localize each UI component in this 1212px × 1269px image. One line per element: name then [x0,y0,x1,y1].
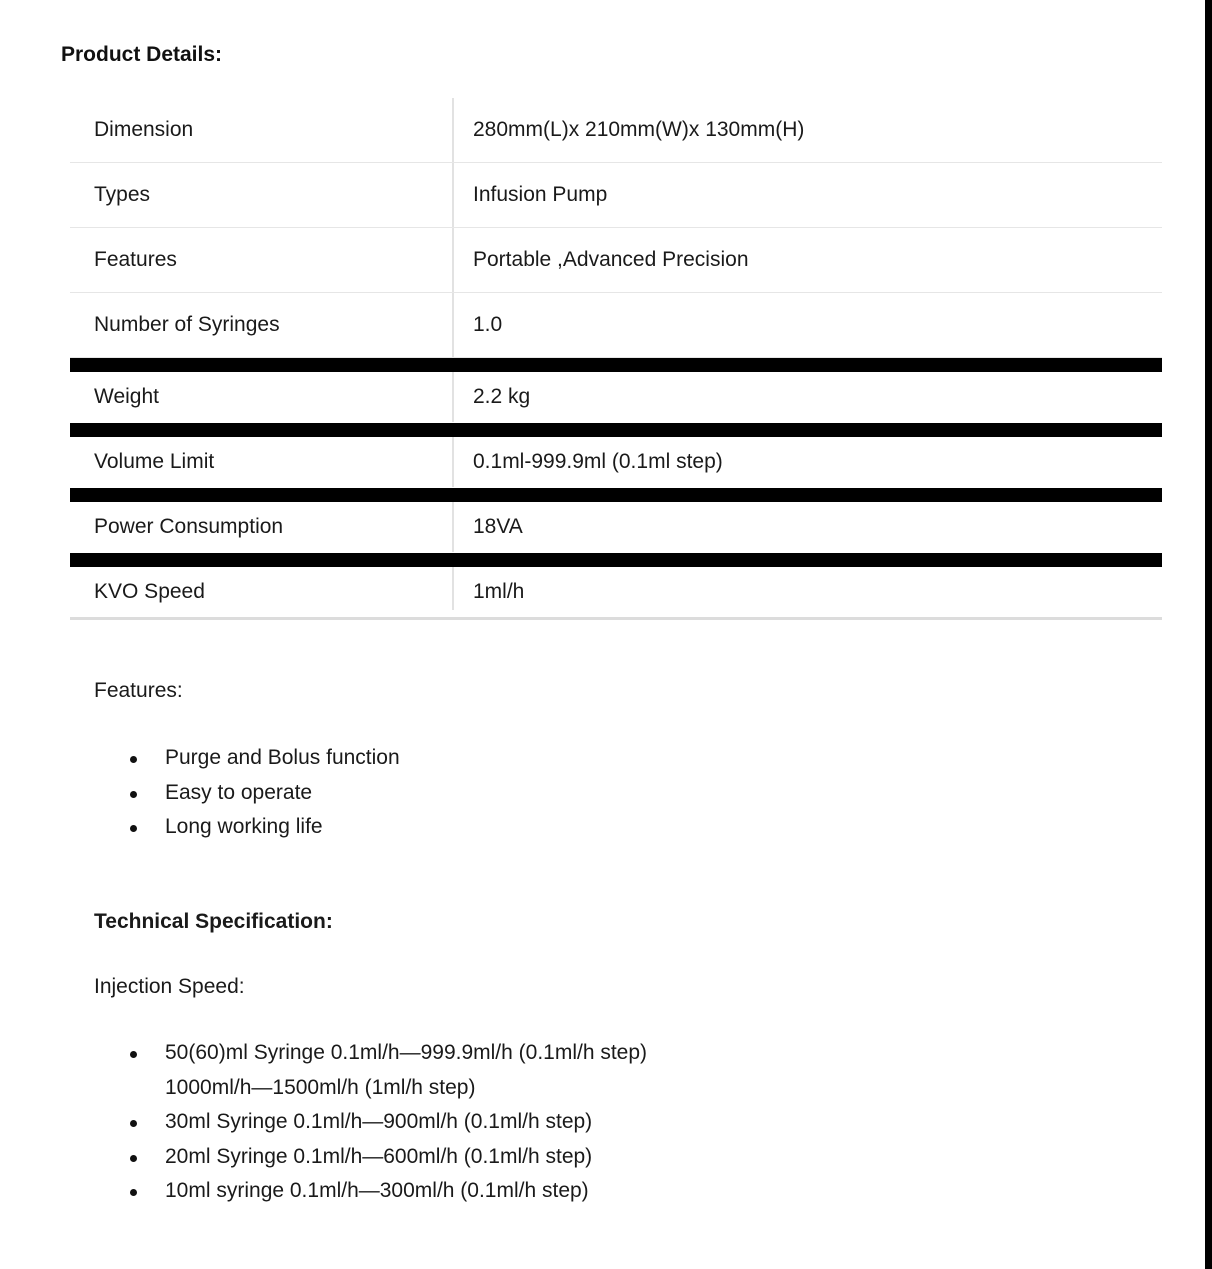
bullet-icon [130,1051,137,1058]
table-row [70,488,1162,553]
list-item [94,810,400,845]
row-label-power-consumption: Power Consumption [94,515,284,538]
table-row [70,553,1162,620]
row-value-types: Infusion Pump [473,183,608,206]
speed-text-continued: 1000ml/h—1500ml/h (1ml/h step) [165,1075,476,1099]
table-row [70,98,1162,163]
row-value-dimension: 280mm(L)x 210mm(W)x 130mm(H) [473,118,805,141]
injection-speed-heading: Injection Speed: [94,975,245,998]
list-item [94,1105,647,1140]
row-value-number-of-syringes: 1.0 [473,313,503,336]
table-row [70,358,1162,423]
row-label-volume-limit: Volume Limit [94,450,215,473]
row-value-power-consumption: 18VA [473,515,523,538]
table-row [70,228,1162,293]
speed-text: 20ml Syringe 0.1ml/h—600ml/h (0.1ml/h step) [165,1144,593,1168]
table-row [70,293,1162,358]
list-item [94,1036,647,1105]
table-row [70,423,1162,488]
speed-text: 50(60)ml Syringe 0.1ml/h—999.9ml/h (0.1ml/h step) [165,1041,648,1064]
row-value-features: Portable ,Advanced Precision [473,248,749,271]
row-label-weight: Weight [94,385,159,408]
row-label-features: Features [94,248,177,271]
row-label-kvo-speed: KVO Speed [94,580,205,603]
product-details-table [70,98,1162,620]
feature-text: Easy to operate [165,780,313,804]
speed-text: 10ml syringe 0.1ml/h—300ml/h (0.1ml/h step) [165,1179,589,1202]
bullet-icon [130,756,137,763]
bullet-icon [130,1189,137,1196]
row-label-number-of-syringes: Number of Syringes [94,313,280,336]
row-value-weight: 2.2 kg [473,385,531,408]
bullet-icon [130,825,137,832]
list-item [94,1174,647,1209]
list-item [94,776,400,811]
bullet-icon [130,1120,137,1127]
table-row [70,163,1162,228]
injection-speed-list [94,1036,647,1209]
bullet-icon [130,791,137,798]
features-list [94,741,400,845]
feature-text: Purge and Bolus function [165,746,400,769]
row-label-types: Types [94,183,151,206]
bullet-icon [130,1155,137,1162]
row-label-dimension: Dimension [94,118,194,141]
row-value-volume-limit: 0.1ml-999.9ml (0.1ml step) [473,450,723,473]
features-heading: Features: [94,679,183,702]
feature-text: Long working life [165,815,323,838]
right-edge-border [1205,0,1212,1269]
list-item [94,1140,647,1175]
list-item [94,741,400,776]
row-value-kvo-speed: 1ml/h [473,580,525,603]
technical-specification-heading: Technical Specification: [94,910,333,933]
product-details-heading: Product Details: [61,43,223,66]
speed-text: 30ml Syringe 0.1ml/h—900ml/h (0.1ml/h step) [165,1110,593,1133]
